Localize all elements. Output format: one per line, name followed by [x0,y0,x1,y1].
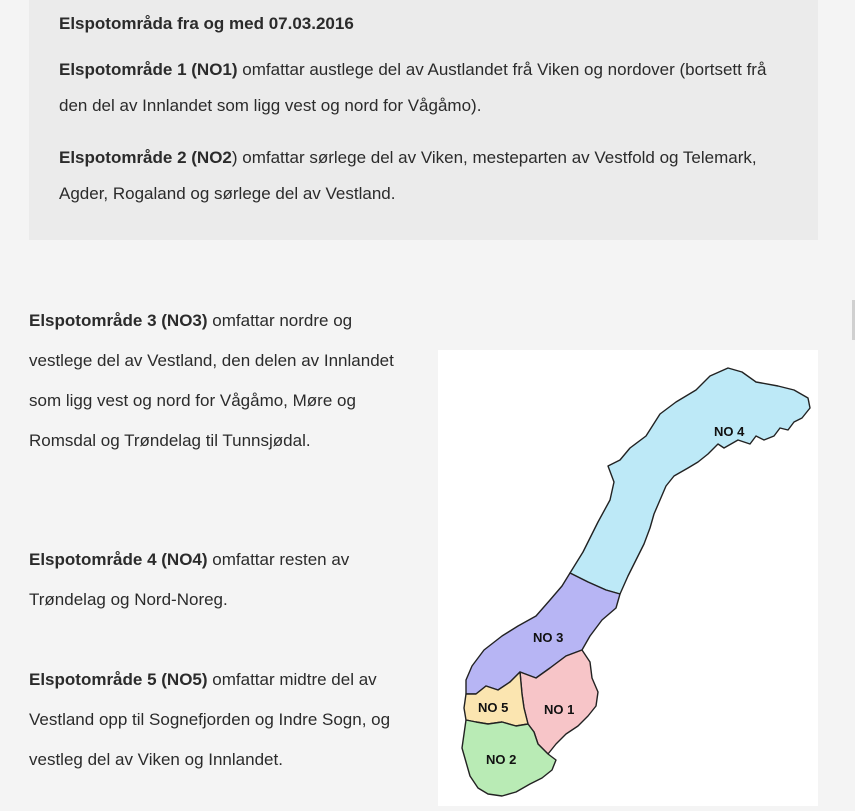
no3-bold: Elspotområde 3 [29,311,157,330]
no1-text: omfattar austlege del av Austlandet frå Viken og nordover (bortsett frå den del av Innlandet som ligg vest og nord for Vågåmo). [59,60,767,115]
no5-bold: Elspotområde 5 (NO5) [29,670,208,689]
info-box-content [59,12,779,212]
label-no1: NO 1 [544,702,575,717]
label-no2: NO 2 [486,752,517,767]
label-no3: NO 3 [533,630,564,645]
no2-text: ) omfattar sørlege del av Viken, mesteparten av Vestfold og Telemark, Agder, Rogaland og sørlege del av Vestland. [59,148,757,203]
no4-text: omfattar resten av Trøndelag og Nord-Noreg. [29,550,350,609]
paragraph-no3 [29,301,419,461]
box-title: Elspotområda fra og med 07.03.2016 [59,14,354,33]
paragraph-no5 [29,660,419,780]
norway-price-area-map [438,350,818,806]
no4-bold: Elspotområde 4 (NO4) [29,550,208,569]
no5-text: omfattar midtre del av Vestland opp til Sognefjorden og Indre Sogn, og vestleg del av Viken og Innlandet. [29,670,391,769]
no2-bold: Elspotområde 2 (NO2 [59,148,232,167]
info-box [29,0,818,240]
paragraph-no1 [59,52,779,124]
no3-bold-code: (NO3) [156,311,208,330]
label-no5: NO 5 [478,700,509,715]
paragraph-no2 [59,140,779,212]
paragraph-no4 [29,540,399,620]
no3-text: omfattar nordre og vestlege del av Vestland, den delen av Innlandet som ligg vest og nord for Vågåmo, Møre og Romsdal og Trøndelag til Tunnsjødal. [29,311,394,450]
region-no4 [570,368,810,594]
no1-bold: Elspotområde 1 (NO1) [59,60,238,79]
label-no4: NO 4 [714,424,745,439]
map-svg [438,350,818,806]
